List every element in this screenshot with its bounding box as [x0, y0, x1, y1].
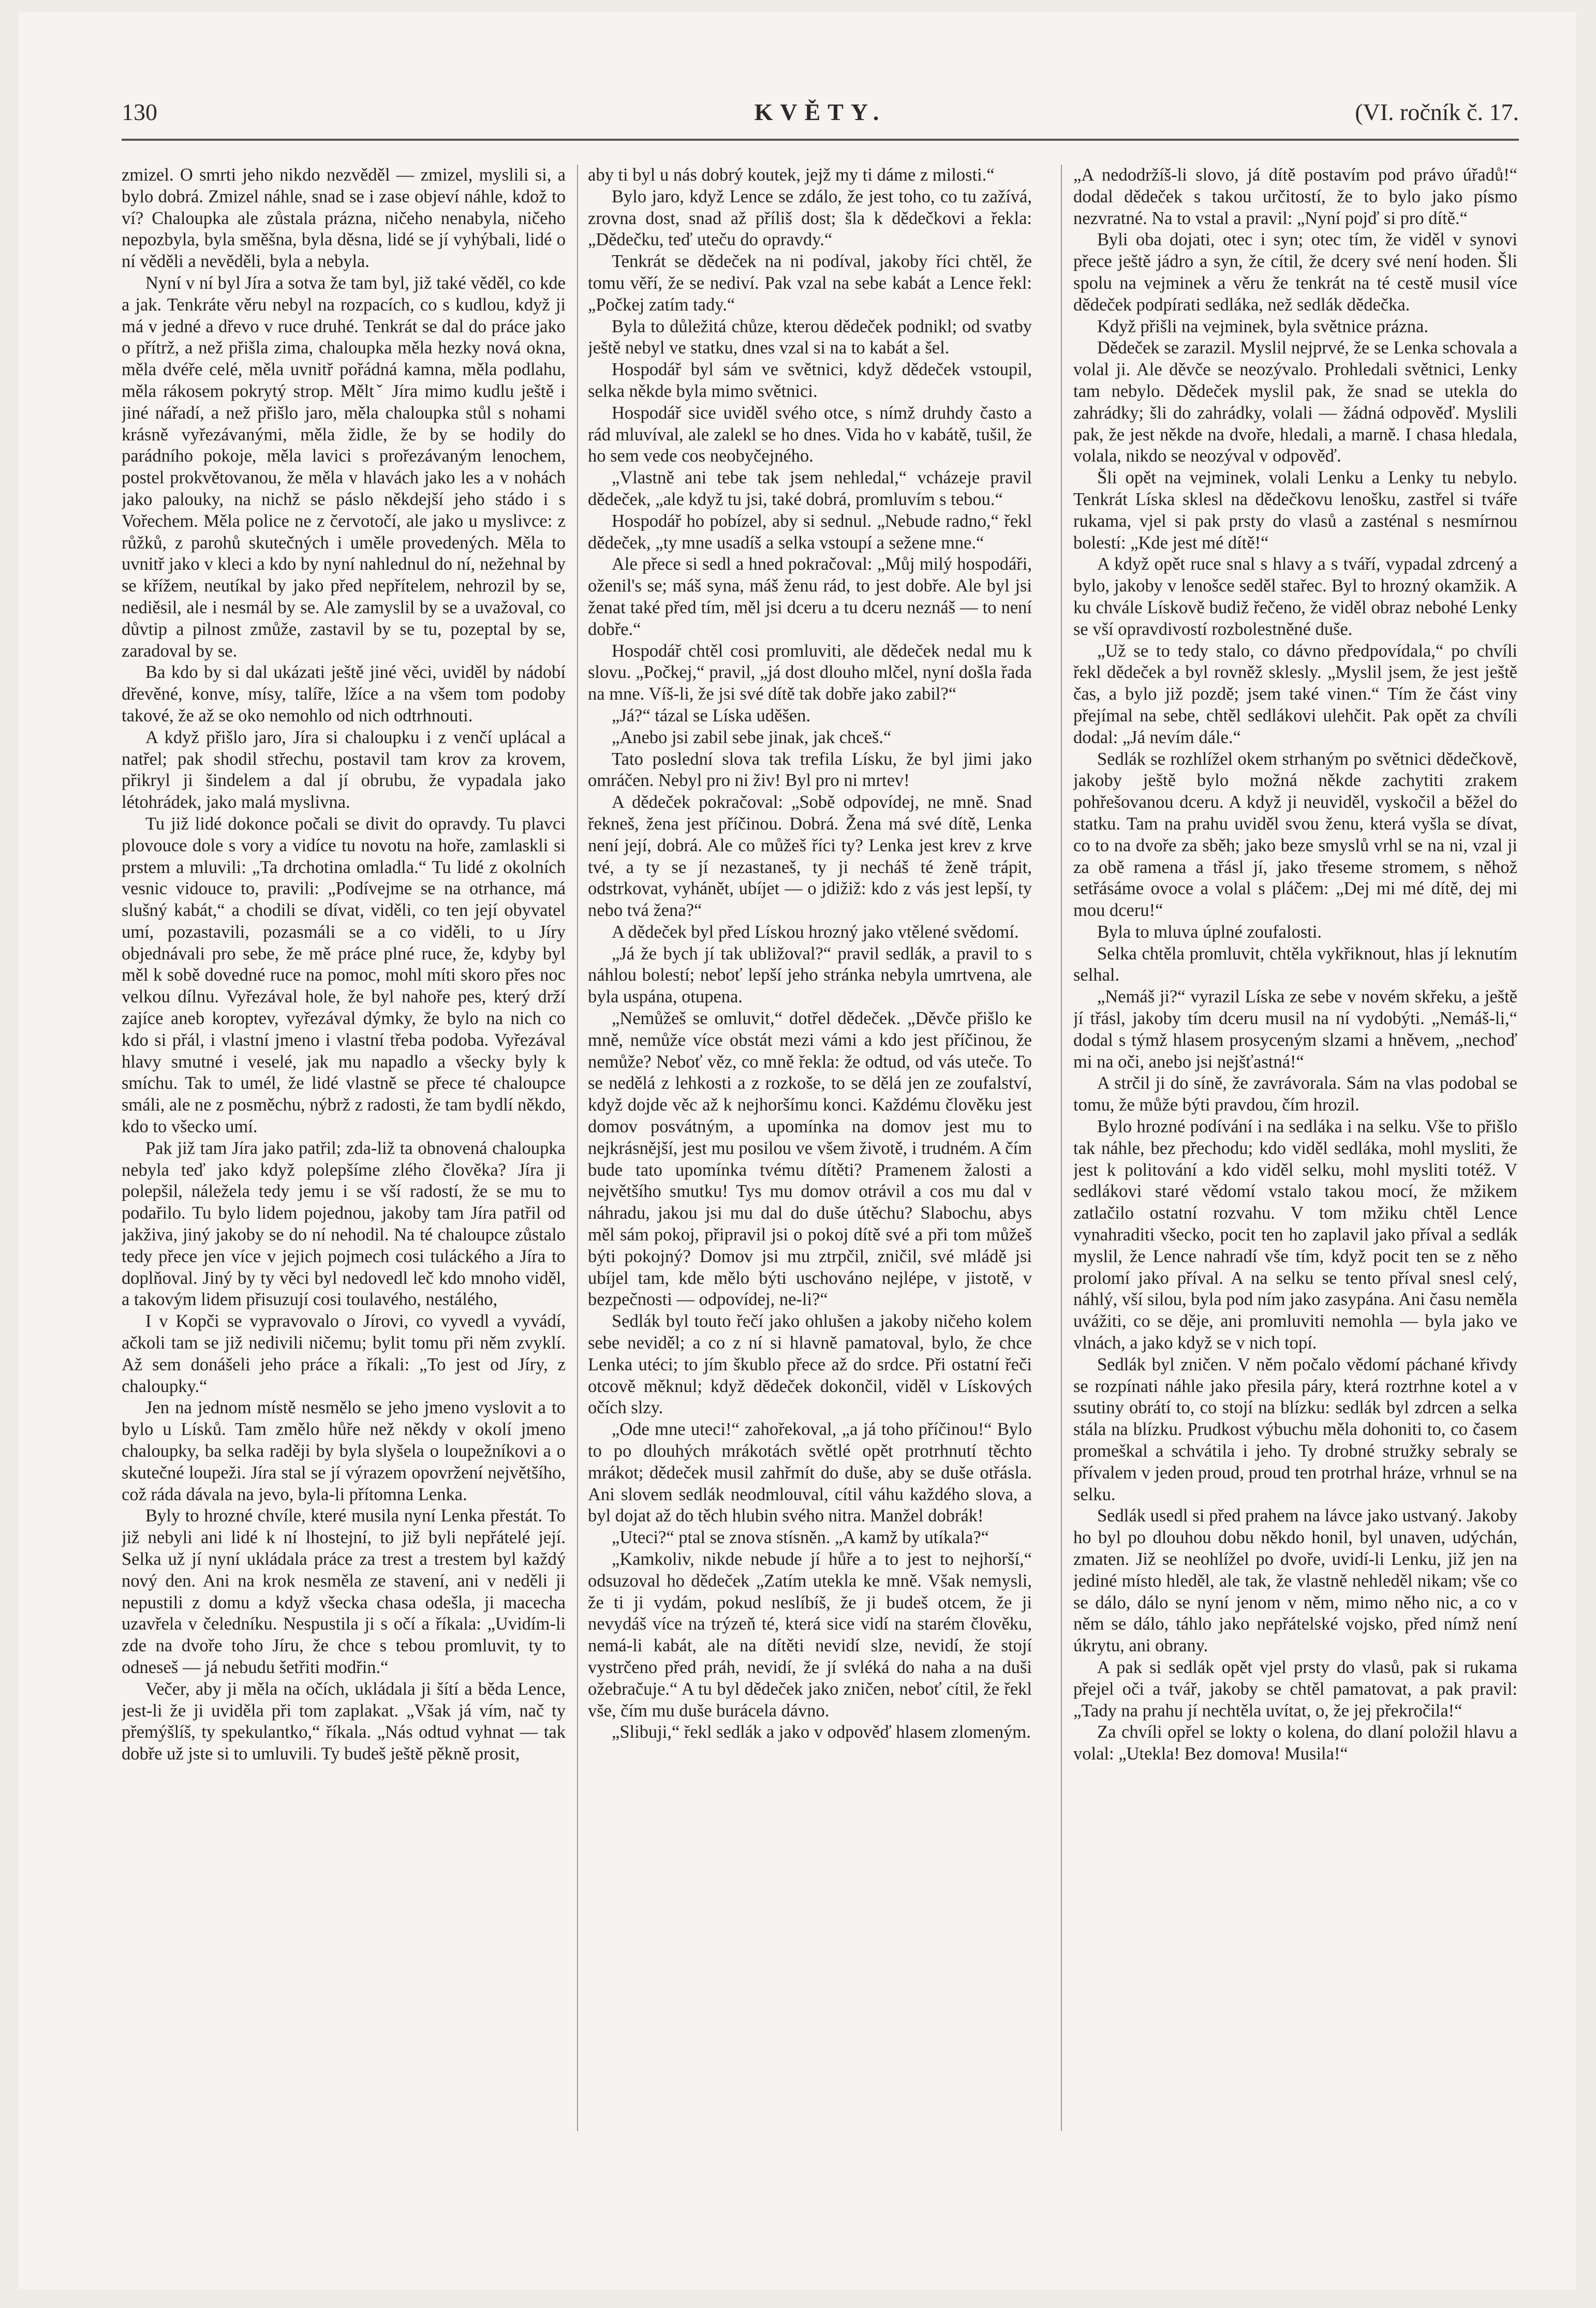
- paragraph: Ale přece si sedl a hned pokračoval: „Můj milý hospodáři, oženil's se; máš syna, máš ženu rád, to jest dobře. Ale byl jsi ženat také před tím, měl jsi dceru a tu dceru neznáš — to není dobře.“: [588, 554, 1032, 639]
- paragraph: Selka chtěla promluvit, chtěla vykřiknout, hlas jí leknutím selhal.: [1073, 943, 1517, 985]
- paragraph: „Už se to tedy stalo, co dávno předpovídala,“ po chvíli řekl dědeček a byl rovněž sklesly. „Myslil jsem, že jest ještě čas, a bylo již pozdě; jsem také vinen.“ Tím že část viny přejímal na sebe, chtěl sedlákovi ulehčit. Pak opět za chvíli dodal: „Já nevím dále.“: [1073, 641, 1517, 747]
- paragraph: A dědeček pokračoval: „Sobě odpovídej, ne mně. Snad řekneš, žena jest příčinou. Dobrá. Žena má své dítě, Lenka není její, dobrá. Ale co můžeš říci ty? Lenka jest krev z krve tvé, a ty se jí nezastaneš, ty ji necháš té ženě trápit, odstrkovat, vyhánět, ubíjet — o jdižiž: kdo z vás jest lepší, ty nebo tvá žena?“: [588, 792, 1032, 921]
- page-header: [122, 98, 1519, 135]
- paragraph: Tenkrát se dědeček na ni podíval, jakoby říci chtěl, že tomu věří, že se nediví. Pak vzal na sebe kabát a Lence řekl: „Počkej zatím tady.“: [588, 251, 1032, 315]
- paragraph: Hospodář sice uviděl svého otce, s nímž druhdy často a rád mluvíval, ale zalekl se ho dnes. Vida ho v kabátě, tušil, že ho sem vede cos neobyčejného.: [588, 403, 1032, 466]
- journal-title: KVĚTY.: [754, 99, 886, 125]
- column-divider: [1061, 165, 1062, 2131]
- paragraph: „Ode mne uteci!“ zahořekoval, „a já toho příčinou!“ Bylo to po dlouhých mrákotách světlé opět protrhnutí těchto mrákot; dědeček musil zahřmít do duše, aby se duše otřásla. Ani slovem sedlák neodmlouval, cítil váhu každého slova, a byl dojat až do těch hlubin svého nitra. Manžel dobrák!: [588, 1419, 1032, 1526]
- paragraph: A když přišlo jaro, Jíra si chaloupku i z venčí uplácal a natřel; pak shodil střechu, postavil tam krov za krovem, přikryl ji šindelem a dal jí obrubu, že vypadala jako létohrádek, jako malá myslivna.: [122, 727, 566, 812]
- paragraph: Bylo hrozné podívání i na sedláka i na selku. Vše to přišlo tak náhle, bez přechodu; kdo viděl sedláka, mohl mysliti, že jest k politování a kdo viděl selku, mohl mysliti totéž. V sedlákovi staré vědomí vstalo takou mocí, že mžikem zatlačilo ostatní rozvahu. V tom mžiku chtěl Lence vynahraditi všecko, pocit ten ho zaplavil jako příval a sedlák myslil, že Lence nahradí vše tím, když pocit ten se z něho prolomí jako příval. A na selku se tento příval snesl celý, náhlý, vší silou, byla pod ním jako zasypána. Ani času neměla uvážiti, co se děje, ani promluviti nemohla — byla jako ve vlnách, a jako když se v nich topí.: [1073, 1117, 1517, 1353]
- paragraph: Sedlák usedl si před prahem na lávce jako ustvaný. Jakoby ho byl po dlouhou dobu někdo honil, byl unaven, udýchán, zmaten. Již se neohlížel po dvoře, uvidí-li Lenku, již jen na jediné místo hleděl, ale tak, že vlastně nehleděl nikam; vše co se dálo, dálo se nyní jenom v něm, mimo něho nic, a co v něm se dálo, táhlo jako nepřátelské vojsko, před nímž není úkrytu, ani obrany.: [1073, 1506, 1517, 1656]
- paragraph: Hospodář ho pobízel, aby si sednul. „Nebude radno,“ řekl dědeček, „ty mne usadíš a selka vstoupí a sežene mne.“: [588, 511, 1032, 553]
- page-number: 130: [122, 99, 157, 125]
- paragraph: A dědeček byl před Lískou hrozný jako vtělené svědomí.: [612, 922, 1019, 942]
- paragraph: A pak si sedlák opět vjel prsty do vlasů, pak si rukama přejel oči a tvář, jakoby se chtěl pamatovat, a pak pravil: „Tady na prahu jí nechtěla uvítat, o, že jej překročila!“: [1073, 1657, 1517, 1721]
- paragraph: „Anebo jsi zabil sebe jinak, jak chceš.“: [612, 727, 892, 747]
- paragraph: A když opět ruce snal s hlavy a s tváří, vypadal zdrcený a bylo, jakoby v lenošce seděl stařec. Byl to hrozný okamžik. A ku chvále Lískově budiž řečeno, že viděl obraz nebohé Lenky se vší opravdivostí rozbolestněné duše.: [1073, 554, 1517, 639]
- paragraph: Tato poslední slova tak trefila Lísku, že byl jimi jako omráčen. Nebyl pro ni živ! Byl pro ni mrtev!: [588, 749, 1032, 791]
- paragraph: Pak již tam Jíra jako patřil; zda-liž ta obnovená chaloupka nebyla teď jako když polepšíme zlého člověka? Jíra ji polepšil, náležela tedy jemu i se vší radostí, že se mu to podařilo. Tu bylo lidem pojednou, jakoby tam Jíra patřil od jakživa, jiný jakoby se do ní nehodil. Na té chaloupce zůstalo tedy přece jen více v jejich pojmech cosi tuláckého a Jíra to doplňoval. Jiný by ty věci byl nedovedl leč kdo mnoho viděl, a takovým lidem přisuzují cosi toulavého, nestálého,: [122, 1138, 566, 1310]
- paragraph: Večer, aby ji měla na očích, ukládala ji šítí a běda Lence, jest-li že ji uviděla při tom zaplakat. „Však já vím, nač ty přemýšlíš, ty spekulantko,“ říkala. „Nás odtud vyhnat — tak dobře už jste si to umluvili. Ty budeš ještě pěkně prosit,: [122, 1679, 566, 1764]
- paragraph: Byla to důležitá chůze, kterou dědeček podnikl; od svatby ještě nebyl ve statku, dnes vzal si na to kabát a šel.: [588, 316, 1032, 358]
- paragraph: Tu již lidé dokonce počali se divit do opravdy. Tu plavci plovouce dole s vory a vidíce tu novotu na hoře, zamlaskli si prstem a mluvili: „Ta drchotina omladla.“ Tu lidé z okolních vesnic vidouce to, pravili: „Podívejme se na otrhance, má slušný kabát,“ a chodili se dívat, viděli, co ten její obyvatel umí, pozastavili, pozasmáli se a co viděli, to u Jíry objednávali pro sebe, že mě práce plné ruce, že, kdyby byl měl k sobě dovedné ruce na pomoc, mohl míti skoro přes noc velkou dílnu. Vyřezával hole, že byl nahoře pes, který drží zajíce aneb koroptev, vyřezával dýmky, že bylo na nich co kdo si přál, i vlastní jmeno i vlastní třeba podoba. Vyřezával hlavy smutné i veselé, jak mu napadlo a všecky byly k smíchu. Tak to umél, že lidé vlastně se přece té chaloupce smáli, ale ne z posměchu, nýbrž z radosti, že tam bydlí někdo, kdo to všecko umí.: [122, 813, 566, 1137]
- paragraph: zmizel. O smrti jeho nikdo nezvěděl — zmizel, myslili si, a bylo dobrá. Zmizel náhle, snad se i zase objeví náhle, kdož to ví? Chaloupka ale zůstala prázna, ničeho nenabyla, ničeho nepozbyla, byla směšna, byla děsna, lidé se jí vyhýbali, lidé o ní věděli a nevěděli, byla a nebyla.: [122, 165, 566, 272]
- paragraph: „Slibuji,“ řekl sedlák a jako v odpověď hlasem zlomeným.: [612, 1722, 1031, 1742]
- paragraph: A strčil ji do síně, že zavrávorala. Sám na vlas podobal se tomu, že může býti pravdou, čím hrozil.: [1073, 1073, 1517, 1115]
- paragraph: Jen na jednom místě nesmělo se jeho jmeno vyslovit a to bylo u Lísků. Tam změlo hůře než někdy v okolí jmeno chaloupky, ba selka raději by byla slyšela o loupežníkovi a o skutečné loupeži. Jíra stal se jí výrazem opovržení největšího, což ráda dávala na jevo, byla-li přítomna Lenka.: [122, 1398, 566, 1504]
- header-rule: [122, 139, 1519, 141]
- column-divider: [577, 165, 578, 2131]
- text-column-2: [588, 165, 1032, 2131]
- paragraph: „Kamkoliv, nikde nebude jí hůře a to jest to nejhorší,“ odsuzoval ho dědeček „Zatím utekla ke mně. Však nemysli, že ti ji vydám, pokud neslíbíš, že ji budeš otcem, že ji nevydáš více na trýzeň té, která sice vidí na starém člověku, nemá-li kabát, ale na dítěti nevidí slze, nevidí, že stojí vystrčeno před práh, nevidí, že jí svléká do naha a na duši ožebračuje.“ A tu byl dědeček jako zničen, neboť cítil, že řekl vše, čím mu duše burácela dávno.: [588, 1549, 1032, 1721]
- paragraph: Dědeček se zarazil. Myslil nejprvé, že se Lenka schovala a volal ji. Ale děvče se neozývalo. Prohledali světnici, Lenky tam nebylo. Dědeček myslil pak, že snad se utekla do zahrádky; šli do zahrádky, volali — žádná odpověď. Myslili pak, že jest někde na dvoře, hledali, a marně. I chasa hledala, volala, nikdo se neozýval v odpověď.: [1073, 338, 1517, 466]
- paragraph: „Nemůžeš se omluvit,“ dotřel dědeček. „Děvče přišlo ke mně, nemůže více obstát mezi vámi a kdo jest příčinou, že nemůže? Neboť věz, co mně řekla: že odtud, od vás uteče. To se nedělá z lehkosti a z rozkoše, to se dělá jen ze zoufalství, když dojde věc až k nejhoršímu konci. Každému člověku jest domov posvátným, a upomínka na domov jest mu to nejkrásnější, jest mu posilou ve všem životě, i trudném. A čím bude tato upomínka tvému dítěti? Pramenem žalosti a největšího smutku! Tys mu domov otrávil a cos mu dal v náhradu, jakou jsi mu dal do duše útěchu? Slabochu, abys měl sám pokoj, připravil jsi o pokoj dítě své a při tom můžeš býti pokojný? Domov jsi mu ztrpčil, zničil, své mládě jsi ubíjel tam, kde mělo býti uschováno nejlépe, v jistotě, v bezpečnosti — odpovídej, ne-li?“: [588, 1009, 1032, 1310]
- paragraph: Byly to hrozné chvíle, které musila nyní Lenka přestát. To již nebyli ani lidé k ní lhostejní, to již byli nepřátelé její. Selka už jí nyní ukládala práce za trest a trestem byl každý nový den. Ani na krok nesměla ze stavení, ani v neděli ji nepustili z domu a když všecka chasa odešla, ji macecha uzavřela v čeledníku. Nespustila ji s očí a říkala: „Uvidím-li zde na dvoře toho Jíru, že chce s tebou promluvit, ty to odneseš — já nebudu šetřiti modřin.“: [122, 1506, 566, 1677]
- paragraph: „Já že bych jí tak ubližoval?“ pravil sedlák, a pravil to s náhlou bolestí; neboť lepší jeho stránka nebyla umrtvena, ale byla uspána, otupena.: [588, 943, 1032, 1007]
- paragraph: Sedlák se rozhlížel okem strhaným po světnici dědečkově, jakoby ještě bylo možná někde zachytiti zrakem pohřešovanou dceru. A když ji neuviděl, vyskočil a běžel do statku. Tam na prahu uviděl svou ženu, která vyšla se dívat, co to na dvoře za sběh; jako beze smyslů vrhl se na ni, vzal ji za obě ramena a třásl jí, jako třeseme stromem, s něhož setřásáme ovoce a volal s pláčem: „Dej mi mé dítě, dej mi mou dceru!“: [1073, 749, 1517, 921]
- paragraph: „Vlastně ani tebe tak jsem nehledal,“ vcházeje pravil dědeček, „ale když tu jsi, také dobrá, promluvím s tebou.“: [588, 468, 1032, 509]
- text-column-3: [1073, 165, 1517, 2131]
- paragraph: „A nedodržíš-li slovo, já dítě postavím pod právo úřadů!“ dodal dědeček s takou určitostí, že to bylo jako písmo nezvratné. Na to vstal a pravil: „Nyní pojď si pro dítě.“: [1073, 165, 1517, 228]
- paragraph: Sedlák byl touto řečí jako ohlušen a jakoby ničeho kolem sebe neviděl; a co z ní si hlavně pamatoval, bylo, že chce Lenka utéci; to jím škublo přece až do srdce. Při ostatní řeči otcově měknul; když dědeček dokončil, viděl v Lískových očích slzy.: [588, 1311, 1032, 1418]
- paragraph: „Já?“ tázal se Líska uděšen.: [612, 705, 811, 726]
- paragraph: Hospodář chtěl cosi promluviti, ale dědeček nedal mu k slovu. „Počkej,“ pravil, „já dost dlouho mlčel, nyní došla řada na mne. Víš-li, že jsi své dítě tak dobře jako zabil?“: [588, 641, 1032, 704]
- paragraph: Byli oba dojati, otec i syn; otec tím, že viděl v synovi přece ještě jádro a syn, že cítil, že dcery své není hoden. Šli spolu na vejminek a věru že tenkrát na té cestě musil více dědeček podpírati sedláka, než sedlák dědečka.: [1073, 230, 1517, 315]
- text-column-1: [122, 165, 566, 2131]
- paragraph: Šli opět na vejminek, volali Lenku a Lenky tu nebylo. Tenkrát Líska sklesl na dědečkovu lenošku, zastřel si tváře rukama, vjel si pak prsty do vlasů a zasténal s nesmírnou bolestí: „Kde jest mé dítě!“: [1073, 468, 1517, 553]
- paragraph: Bylo jaro, když Lence se zdálo, že jest toho, co tu zažívá, zrovna dost, snad až příliš dost; šla k dědečkovi a řekla: „Dědečku, teď uteču do opravdy.“: [588, 186, 1032, 250]
- paragraph: Sedlák byl zničen. V něm počalo vědomí páchané křivdy se rozpínati náhle jako přesila páry, která roztrhne kotel a v ssutiny obrátí to, co stojí na blízku: sedlák byl zdrcen a selka stála na blízku. Prudkost výbuchu měla dohoniti to, co časem promeškal a schvátila i jeho. Ty drobné stružky sebraly se přívalem v jeden proud, proud ten protrhal hráze, vrhnul se na selku.: [1073, 1354, 1517, 1504]
- paragraph: Za chvíli opřel se lokty o kolena, do dlaní položil hlavu a volal: „Utekla! Bez domova! Musila!“: [1073, 1722, 1517, 1764]
- paragraph: I v Kopči se vypravovalo o Jírovi, co vyvedl a vyvádí, ačkoli tam se již nedivili ničemu; bylit tomu při něm zvyklí. Až sem donášeli jeho práce a říkali: „To jest od Jíry, z chaloupky.“: [122, 1311, 566, 1396]
- paragraph: Nyní v ní byl Jíra a sotva že tam byl, již také věděl, co kde a jak. Tenkráte věru nebyl na rozpacích, co s kudlou, když ji má v jedné a dřevo v ruce druhé. Tenkrát se dal do práce jako o přítrž, a než přišla zima, chaloupka měla hezky nová okna, měla dvéře celé, měla uvnitř pořádná kamna, měla podlahu, měla rákosem pokrytý strop. Měltˇ Jíra mimo kudlu ještě i jiné nářadí, a než přišlo jaro, měla chaloupka stůl s nohami krásně vyřezávanými, měla židle, že by se hodily do parádního pokoje, měla lavici s prořezávaným lenochem, postel prokvětovanou, že měla v hlavách jako les a v nohách jako palouky, na nichž se páslo někdejší jeho stádo i s Vořechem. Měla police ne z červotočí, ale jako u myslivce: z růžků, z parohů skutečných i uměle provedených. Měla to uvnitř jako v kleci a kdo by nyní nahlednul do ní, nežehnal by se křížem, neutíkal by jako před nepřítelem, nehrozil by se, nediěsil, ale i nesmál by se. Ale zamyslil by se a uvažoval, co důvtip a pilnost zmůže, zastavil by se tu, pozeptal by se, zaradoval by se.: [122, 273, 566, 661]
- issue-label: (VI. ročník č. 17.: [1355, 99, 1519, 125]
- paragraph: Byla to mluva úplné zoufalosti.: [1097, 922, 1322, 942]
- paragraph: Hospodář byl sám ve světnici, když dědeček vstoupil, selka někde byla mimo světnici.: [588, 360, 1032, 401]
- paragraph: aby ti byl u nás dobrý koutek, jejž my ti dáme z milosti.“: [588, 165, 995, 185]
- paragraph: Ba kdo by si dal ukázati ještě jiné věci, uviděl by nádobí dřevěné, konve, mísy, talíře, lžíce a na všem tom podoby takové, že až se oko nemohlo od nich odtrhnouti.: [122, 662, 566, 726]
- paragraph: Když přišli na vejminek, byla světnice prázna.: [1097, 316, 1428, 336]
- paragraph: „Uteci?“ ptal se znova stísněn. „A kamž by utíkala?“: [612, 1528, 989, 1548]
- paragraph: „Nemáš ji?“ vyrazil Líska ze sebe v novém skřeku, a ještě jí třásl, jakoby tím dceru musil na ní vydobýti. „Nemáš-li,“ dodal s týmž hlasem prosyceným slzami a hněvem, „nechoď mi na oči, anebo jsi nejšťastná!“: [1073, 987, 1517, 1072]
